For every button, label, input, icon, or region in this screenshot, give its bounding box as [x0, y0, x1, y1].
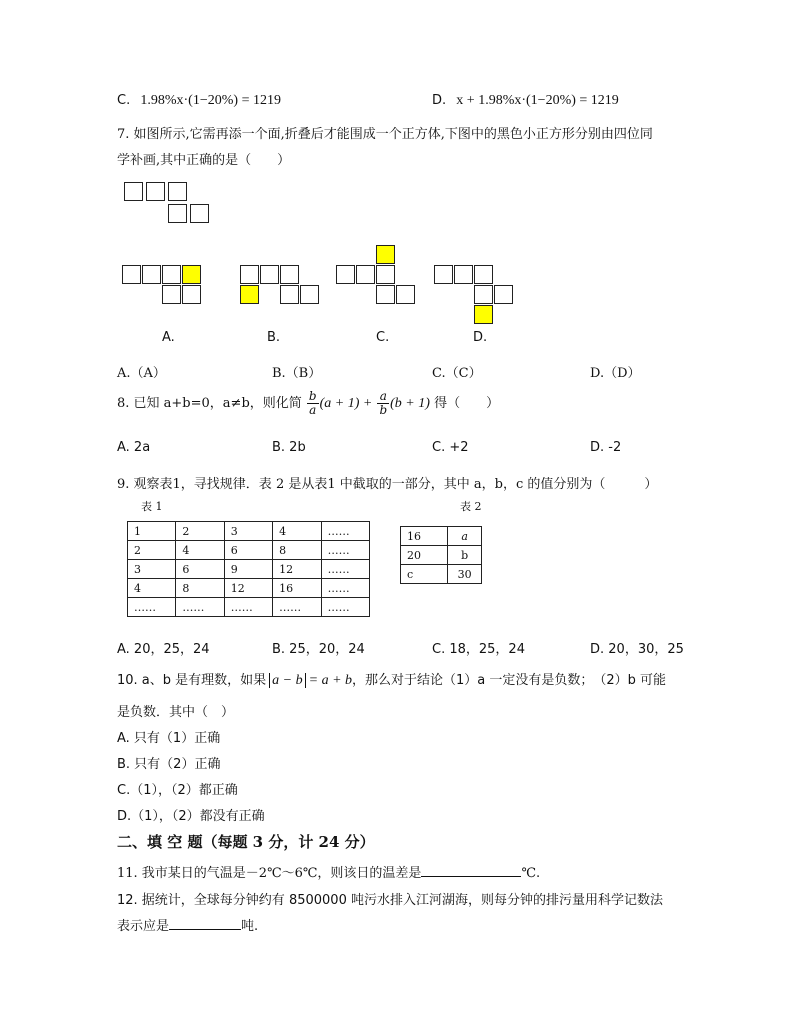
net-square — [122, 265, 141, 284]
q7-option-d[interactable]: D.（D） — [590, 366, 641, 381]
net-square — [494, 285, 513, 304]
net-square — [190, 204, 209, 223]
q6-option-c-label: C. — [117, 93, 131, 108]
added-square — [474, 305, 493, 324]
net-square — [168, 182, 187, 201]
table-cell: 9 — [224, 560, 272, 579]
q10-stem-line1 — [117, 669, 666, 689]
table-cell: 2 — [128, 541, 176, 560]
net-square — [280, 265, 299, 284]
net-square — [300, 285, 319, 304]
q8-option-d[interactable]: D. -2 — [590, 440, 622, 455]
table-row — [128, 522, 370, 541]
table-row — [401, 565, 482, 584]
table-cell: …… — [321, 560, 369, 579]
added-square — [182, 265, 201, 284]
table-cell: 6 — [224, 541, 272, 560]
q7-figure-label-c: C. — [376, 330, 390, 345]
table-cell: 2 — [176, 522, 224, 541]
q6-option-c-expr: 1.98%x·(1−20%) = 1219 — [140, 93, 281, 108]
net-square — [146, 182, 165, 201]
q7-figure-label-d: D. — [473, 330, 488, 345]
table-row — [128, 598, 370, 617]
q9-table2-title: 表 2 — [460, 500, 482, 513]
q6-option-c — [117, 93, 281, 109]
q12-stem-line1: 12. 据统计，全球每分钟约有 8500000 吨污水排入江河湖海，则每分钟的排污量用科学记数法 — [117, 893, 663, 908]
q11-text-after: ℃. — [521, 866, 541, 881]
table-cell: …… — [224, 598, 272, 617]
q8-fraction-a-over-b — [377, 390, 389, 417]
q10-option-d[interactable]: D.（1），（2）都没有正确 — [117, 809, 265, 824]
table-cell: 1 — [128, 522, 176, 541]
table-cell: 16 — [401, 527, 448, 546]
q7-stem-line1: 7. 如图所示,它需再添一个面,折叠后才能围成一个正方体,下图中的黑色小正方形分别由四位同 — [117, 127, 653, 142]
table-cell: …… — [321, 522, 369, 541]
table-cell: 16 — [273, 579, 321, 598]
table-row — [128, 579, 370, 598]
net-square — [142, 265, 161, 284]
q10-option-a[interactable]: A. 只有（1）正确 — [117, 731, 221, 746]
q9-option-d[interactable]: D. 20，30，25 — [590, 642, 684, 657]
q12-answer-blank[interactable] — [169, 915, 241, 930]
net-square — [280, 285, 299, 304]
q7-stem-line2: 学补画,其中正确的是（ ） — [117, 153, 291, 168]
net-square — [240, 265, 259, 284]
net-square — [168, 204, 187, 223]
table-cell: 4 — [128, 579, 176, 598]
q6-option-d — [432, 93, 619, 109]
table-cell: c — [401, 565, 448, 584]
table-cell: 20 — [401, 546, 448, 565]
table-row — [128, 560, 370, 579]
table-row — [401, 546, 482, 565]
net-square — [336, 265, 355, 284]
net-square — [162, 285, 181, 304]
table-cell: 8 — [176, 579, 224, 598]
q8-fraction-b-over-a — [307, 390, 319, 417]
net-square — [162, 265, 181, 284]
q12-text-after: 吨. — [241, 919, 259, 934]
q10-abs-expr: a − b — [269, 673, 305, 688]
q9-table1-title: 表 1 — [141, 500, 163, 513]
table-row — [128, 541, 370, 560]
net-square — [182, 285, 201, 304]
q8-frac2-numerator: a — [377, 390, 389, 404]
q10-eq-expr: = a + b — [308, 673, 353, 688]
q12-text-before: 表示应是 — [117, 919, 170, 934]
net-square — [474, 265, 493, 284]
q11-answer-blank[interactable] — [421, 862, 521, 877]
table-cell: 4 — [176, 541, 224, 560]
added-square — [376, 245, 395, 264]
q7-option-a[interactable]: A.（A） — [117, 366, 166, 381]
net-square — [376, 265, 395, 284]
q6-option-d-label: D. — [432, 93, 447, 108]
q10-stem-prefix: 10. a、b 是有理数，如果 — [117, 673, 267, 688]
q9-option-c[interactable]: C. 18，25，24 — [432, 642, 525, 657]
q8-frac2-denominator: b — [379, 403, 388, 418]
table-cell: 6 — [176, 560, 224, 579]
table-cell: …… — [321, 598, 369, 617]
table-cell: 12 — [273, 560, 321, 579]
net-square — [260, 265, 279, 284]
table-cell: 4 — [273, 522, 321, 541]
table-cell: 8 — [273, 541, 321, 560]
table-cell: 30 — [448, 565, 482, 584]
section-heading: 二、填 空 题（每题 3 分，计 24 分） — [117, 833, 375, 851]
table-cell: 3 — [224, 522, 272, 541]
q11-text-before: 11. 我市某日的气温是－2℃～6℃，则该日的温差是 — [117, 866, 422, 881]
q10-stem-suffix: ，那么对于结论（1）a 一定没有是负数； （2）b 可能 — [352, 673, 667, 688]
q11-stem — [117, 862, 540, 881]
table-cell: b — [448, 546, 482, 565]
q6-option-d-expr: x + 1.98%x·(1−20%) = 1219 — [456, 93, 619, 108]
q8-mid2: (b + 1) — [390, 396, 430, 412]
q10-option-c[interactable]: C.（1），（2）都正确 — [117, 783, 238, 798]
q8-stem-prefix: 8. 已知 a+b=0，a≠b，则化简 — [117, 396, 302, 412]
q7-figure-label-b: B. — [267, 330, 281, 345]
added-square — [240, 285, 259, 304]
q10-option-b[interactable]: B. 只有（2）正确 — [117, 757, 221, 772]
q8-option-b[interactable]: B. 2b — [272, 440, 306, 455]
table-cell: …… — [273, 598, 321, 617]
net-square — [396, 285, 415, 304]
q10-stem-line2: 是负数．其中（ ） — [117, 705, 235, 720]
q8-option-c[interactable]: C. +2 — [432, 440, 469, 455]
q8-frac1-denominator: a — [309, 403, 317, 418]
q9-option-b[interactable]: B. 25，20，24 — [272, 642, 365, 657]
net-square — [474, 285, 493, 304]
table-cell: …… — [128, 598, 176, 617]
q8-mid1: (a + 1) + — [319, 396, 373, 412]
table-row — [401, 527, 482, 546]
net-square — [356, 265, 375, 284]
q7-option-c[interactable]: C.（C） — [432, 366, 482, 381]
q9-table2 — [400, 526, 482, 584]
table-cell: a — [448, 527, 482, 546]
net-square — [434, 265, 453, 284]
table-cell: …… — [321, 541, 369, 560]
q8-stem-suffix: 得（ ） — [434, 396, 500, 412]
q8-option-a[interactable]: A. 2a — [117, 440, 151, 455]
table-cell: 12 — [224, 579, 272, 598]
q8-stem — [117, 390, 499, 417]
table-cell: …… — [321, 579, 369, 598]
q9-stem: 9. 观察表1，寻找规律．表 2 是从表1 中截取的一部分，其中 a，b，c 的值分别为（ ） — [117, 477, 658, 492]
table-cell: …… — [176, 598, 224, 617]
q7-option-b[interactable]: B.（B） — [272, 366, 322, 381]
net-square — [376, 285, 395, 304]
net-square — [454, 265, 473, 284]
table-cell: 3 — [128, 560, 176, 579]
q12-stem-line2 — [117, 915, 258, 934]
q7-figure-label-a: A. — [162, 330, 175, 345]
net-square — [124, 182, 143, 201]
q9-option-a[interactable]: A. 20，25，24 — [117, 642, 210, 657]
q9-table1 — [127, 521, 370, 617]
q8-frac1-numerator: b — [308, 389, 317, 403]
